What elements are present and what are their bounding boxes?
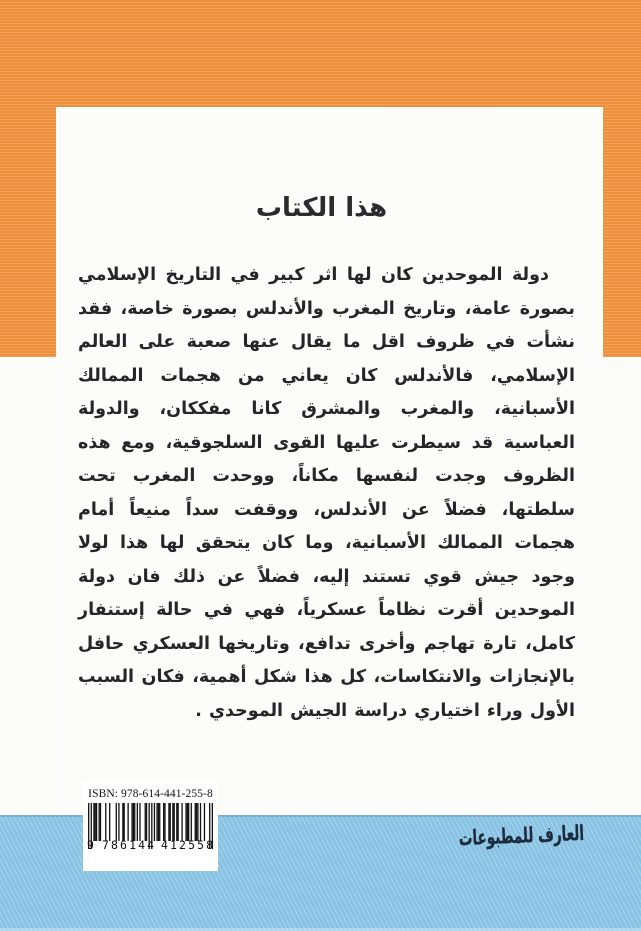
- publisher-logo: العارف للمطبوعات: [458, 821, 585, 852]
- blurb-paragraph: دولة الموحدين كان لها اثر كبير في التاريخ الإسلامي بصورة عامة، وتاريخ المغرب والأندلس بصورة خاصة، فقد نشأت في ظروف اقل ما يقال عنها صعبة على العالم الإسلامي، فالأندلس كان يعاني من هجمات الممالك الأسبانية، والمغرب والمشرق كانا مفككان، والدولة العباسية قد سيطرت عليها القوى السلجوقية، ومع هذه الظروف وجدت لنفسها مكاناً، ووحدت المغرب تحت سلطتها، فضلاً عن الأندلس، ووقفت سداً منيعاً أمام هجمات الممالك الأسبانية، وما كان يتحقق لها هذا لولا وجود جيش قوي تستند إليه، فضلاً عن ذلك فان دولة الموحدين أقرت نظاماً عسكرياً، فهي في حالة إستنفار كامل، تارة تهاجم وأخرى تدافع، وتاريخها العسكري حافل بالإنجازات والانتكاسات، كل هذا شكل أهمية، فكان السبب الأول وراء اختياري دراسة الجيش الموحدي .: [78, 265, 575, 721]
- blurb-panel: [56, 107, 603, 815]
- barcode-digits-left: 786144: [102, 838, 157, 852]
- barcode-digit-first: 9: [87, 838, 94, 852]
- barcode-digits: [87, 838, 216, 852]
- isbn-label: ISBN: 978-614-441-255-8: [88, 788, 213, 800]
- barcode-digits-right: 412558: [161, 838, 216, 852]
- barcode-block: [83, 781, 218, 871]
- barcode-bars-wrap: [87, 803, 216, 852]
- panel-title: هذا الكتاب: [255, 193, 388, 223]
